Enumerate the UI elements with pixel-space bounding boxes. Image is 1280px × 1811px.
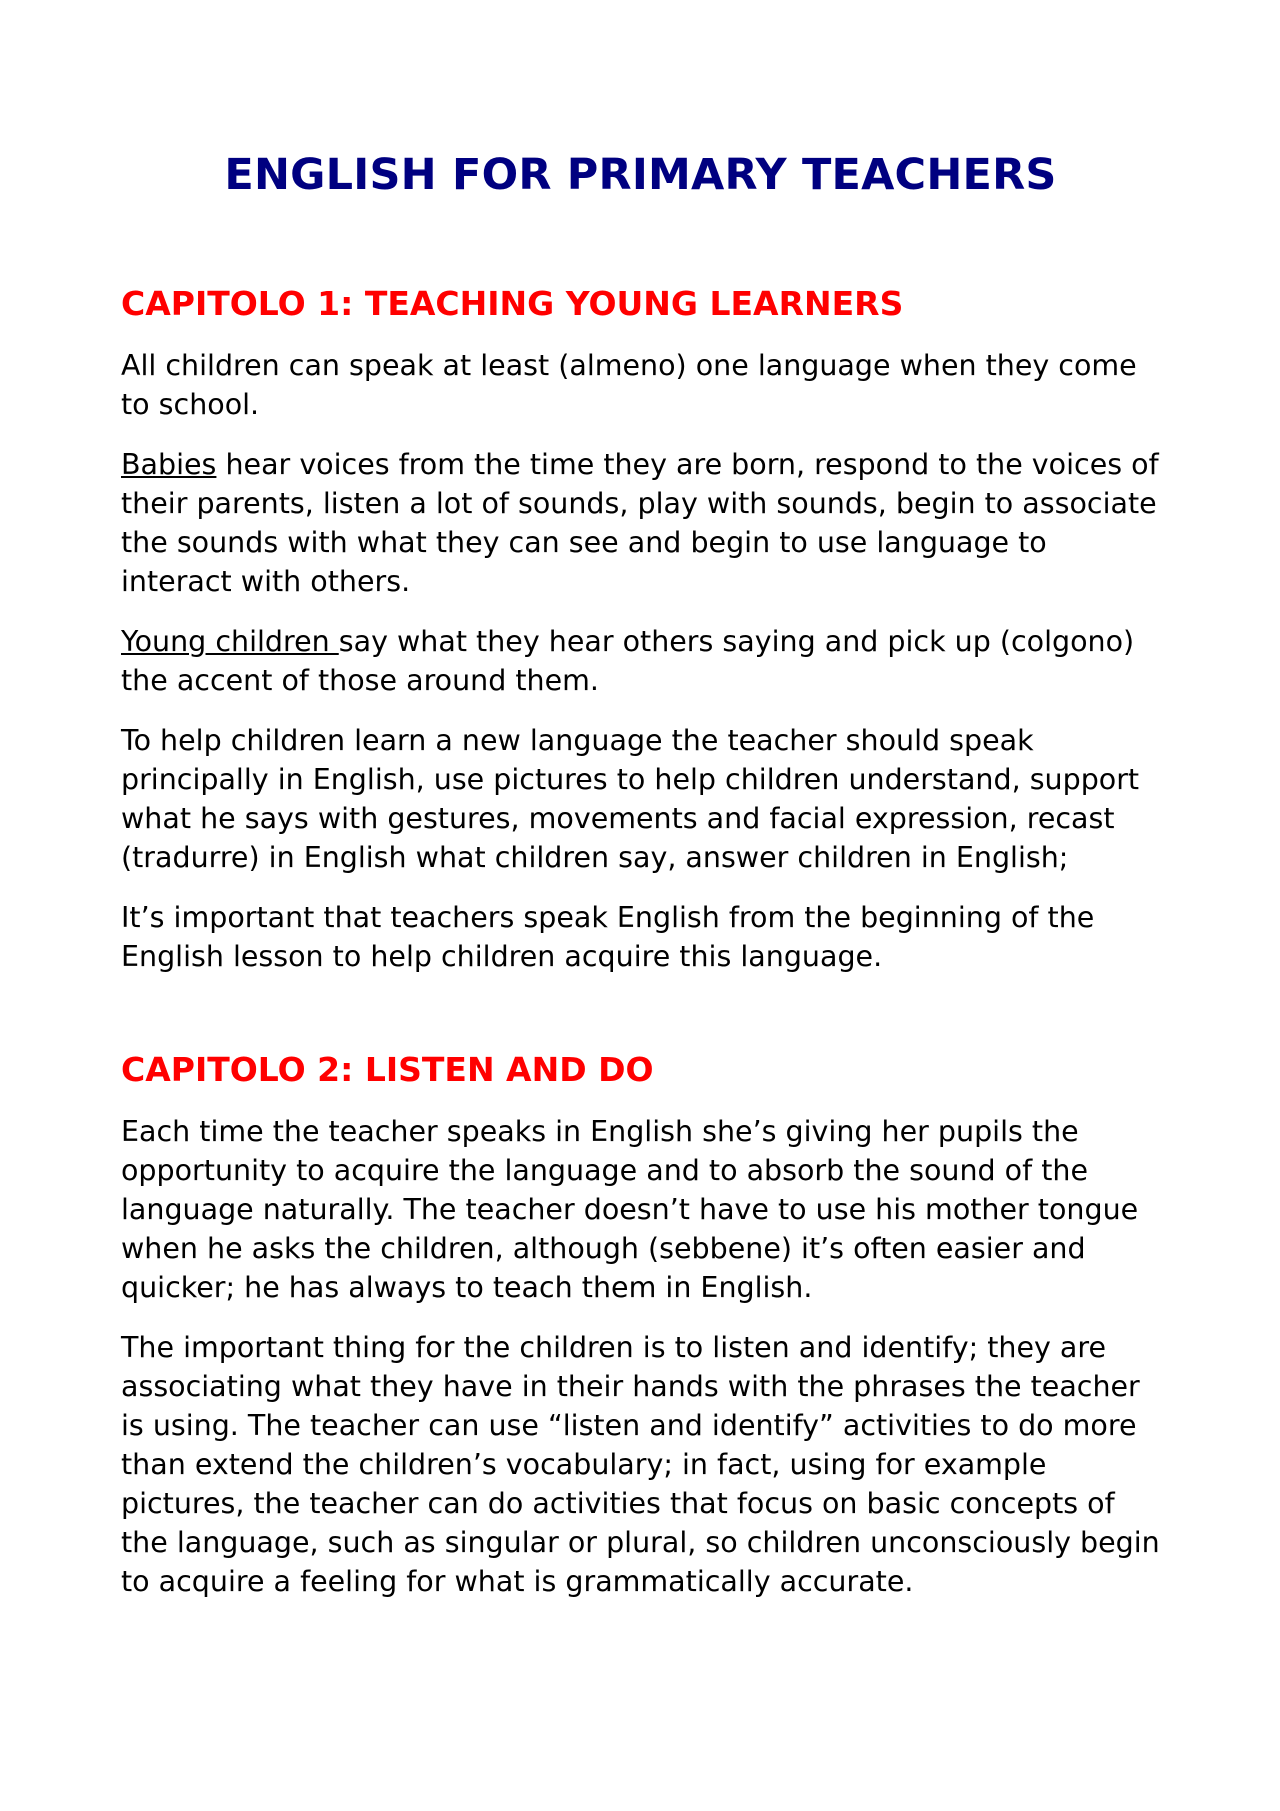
paragraph-text: Each time the teacher speaks in English she’s giving her pupils the opportunity to acquire the language and to absorb the sound of the language naturally. The teacher doesn’t have to use his mother tongue when he asks the children, although (sebbene) it’s often easier and quicker; he has always to teach them in English. xyxy=(121,1115,1139,1304)
paragraph-text: All children can speak at least (almeno) one language when they come to school. xyxy=(121,349,1137,421)
underlined-term-young-children: Young children xyxy=(121,625,339,658)
paragraph-text: The important thing for the children is to listen and identify; they are associating what they have in their hands with the phrases the teacher is using. The teacher can use “listen and identify” activities to do more than extend the children’s vocabulary; in fact, using for example pictures, the teacher can do activities that focus on basic concepts of the language, such as singular or plural, so children unconsciously begin to acquire a feeling for what is grammatically accurate. xyxy=(121,1331,1160,1598)
underlined-term-babies: Babies xyxy=(121,448,217,481)
paragraph-text: To help children learn a new language the teacher should speak principally in English, use pictures to help children understand, support what he says with gestures, movements and facial expression, recast (tradurre) in English what children say, answer children in English; xyxy=(121,724,1140,874)
chapter-2-paragraph-2 xyxy=(121,1328,1160,1601)
chapter-1-paragraph-3 xyxy=(121,622,1160,700)
chapter-2-paragraph-1 xyxy=(121,1112,1160,1307)
chapter-1 xyxy=(121,282,1160,976)
chapter-1-heading: CAPITOLO 1: TEACHING YOUNG LEARNERS xyxy=(121,284,904,323)
chapter-2 xyxy=(121,1048,1160,1601)
chapter-2-heading: CAPITOLO 2: LISTEN AND DO xyxy=(121,1050,654,1089)
paragraph-text: say what they hear others saying and pick up (colgono) the accent of those around them. xyxy=(121,625,1135,697)
chapter-1-paragraph-1 xyxy=(121,346,1160,424)
paragraph-text: hear voices from the time they are born, respond to the voices of their parents, listen a lot of sounds, play with sounds, begin to associate the sounds with what they can see and begin to use language to interact with others. xyxy=(121,448,1159,598)
chapter-1-paragraph-5 xyxy=(121,898,1160,976)
paragraph-text: It’s important that teachers speak English from the beginning of the English lesson to help children acquire this language. xyxy=(121,901,1095,973)
document-title: ENGLISH FOR PRIMARY TEACHERS xyxy=(224,150,1057,200)
chapter-1-paragraph-2 xyxy=(121,445,1160,601)
chapter-1-paragraph-4 xyxy=(121,721,1160,877)
